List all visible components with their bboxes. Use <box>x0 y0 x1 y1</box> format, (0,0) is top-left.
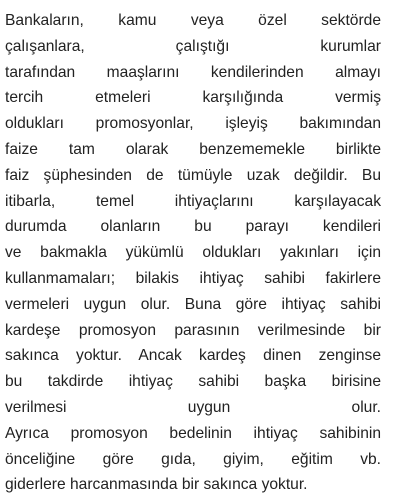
text-line-15: bu takdirde ihtiyaç sahibi başka birisine <box>5 373 381 391</box>
text-line-18: önceliğine göre gıda, giyim, eğitim vb. <box>5 450 381 468</box>
text-line-17: Ayrıca promosyon bedelinin ihtiyaç sahibinin <box>5 424 381 442</box>
text-line-12: vermeleri uygun olur. Buna göre ihtiyaç sahibi <box>5 295 381 313</box>
text-line-1: Bankaların, kamu veya özel sektörde <box>5 12 381 29</box>
text-line-11: kullanmamaları; bilakis ihtiyaç sahibi fakirlere <box>5 269 381 287</box>
text-line-16: verilmesi uygun olur. <box>5 398 381 416</box>
text-line-4: tercih etmeleri karşılığında vermiş <box>5 89 381 107</box>
text-line-14: sakınca yoktur. Ancak kardeş dinen zenginse <box>5 347 381 365</box>
text-line-13: kardeşe promosyon parasının verilmesinde bir <box>5 321 381 339</box>
text-line-19: giderlere harcanmasında bir sakınca yoktur. <box>5 476 308 494</box>
text-line-5: oldukları promosyonlar, işleyiş bakımından <box>5 115 381 133</box>
article-text <box>5 8 381 498</box>
text-line-6: faize tam olarak benzememekle birlikte <box>5 140 381 158</box>
text-line-2: çalışanlara, çalıştığı kurumlar <box>5 37 381 55</box>
text-line-7: faiz şüphesinden de tümüyle uzak değildir. Bu <box>5 166 381 184</box>
text-line-3: tarafından maaşlarını kendilerinden almayı <box>5 63 381 81</box>
text-line-8: itibarla, temel ihtiyaçlarını karşılayacak <box>5 192 381 210</box>
text-line-10: ve bakmakla yükümlü oldukları yakınları için <box>5 244 381 262</box>
text-line-9: durumda olanların bu parayı kendileri <box>5 218 381 236</box>
